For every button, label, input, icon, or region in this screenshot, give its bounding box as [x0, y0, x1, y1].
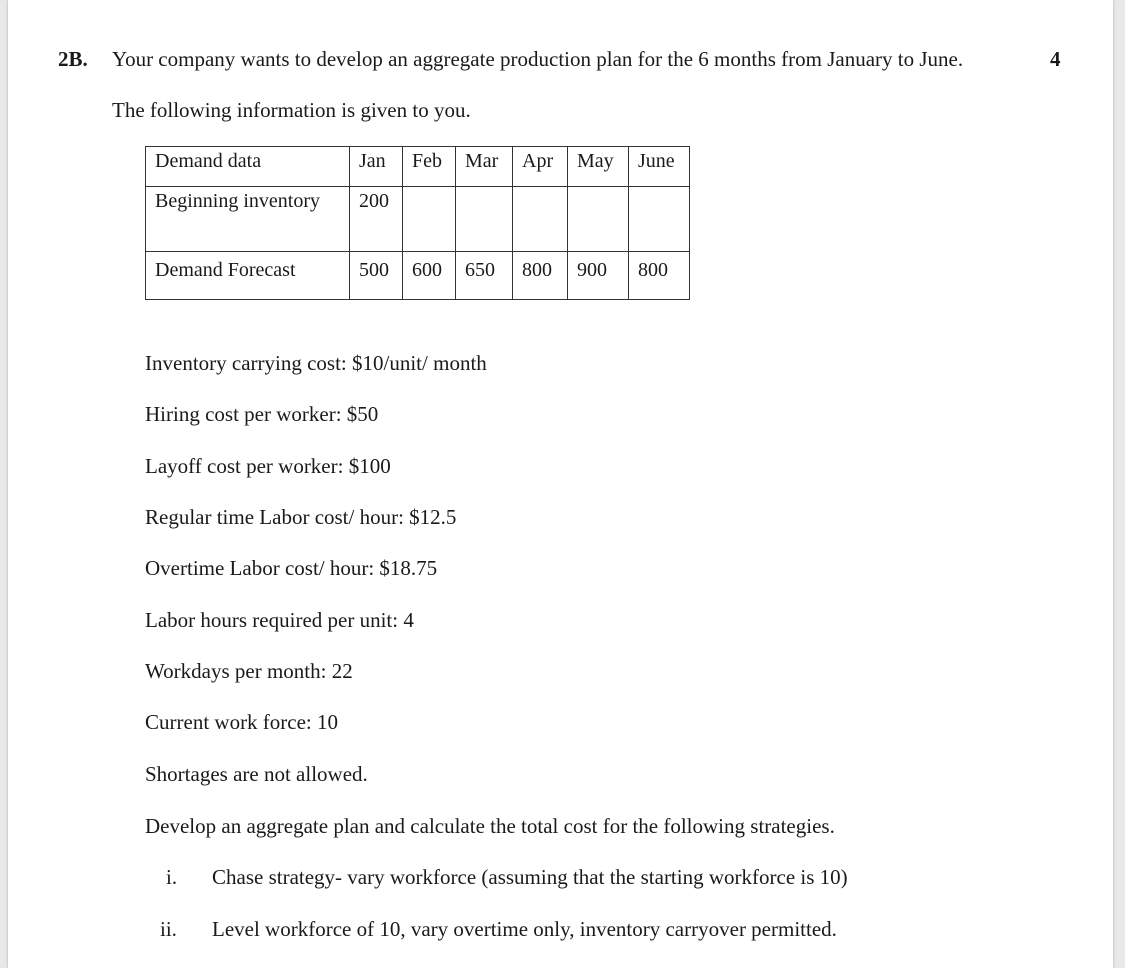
- question-intro: The following information is given to you.: [112, 98, 471, 122]
- cell-june: [629, 187, 690, 252]
- question-number: 2B.: [58, 47, 88, 71]
- header-cell-label: Demand data: [146, 147, 350, 187]
- cell-may: 900: [568, 252, 629, 300]
- cell-feb: [403, 187, 456, 252]
- header-cell-mar: Mar: [456, 147, 513, 187]
- demand-table: [145, 146, 690, 300]
- table-header-row: [146, 147, 690, 187]
- info-overtime-labor-cost: Overtime Labor cost/ hour: $18.75: [145, 556, 438, 580]
- strategy-numeral-2: ii.: [160, 917, 177, 941]
- cell-june: 800: [629, 252, 690, 300]
- cell-feb: 600: [403, 252, 456, 300]
- header-cell-jan: Jan: [350, 147, 403, 187]
- table-row-demand-forecast: [146, 252, 690, 300]
- info-shortages: Shortages are not allowed.: [145, 762, 368, 786]
- info-instructions: Develop an aggregate plan and calculate the total cost for the following strategies.: [145, 814, 835, 838]
- row-label: Demand Forecast: [146, 252, 350, 300]
- cell-mar: [456, 187, 513, 252]
- info-inventory-carrying-cost: Inventory carrying cost: $10/unit/ month: [145, 351, 487, 375]
- header-cell-june: June: [629, 147, 690, 187]
- header-cell-apr: Apr: [513, 147, 568, 187]
- strategy-text-1: Chase strategy- vary workforce (assuming that the starting workforce is 10): [212, 865, 848, 889]
- cell-jan: 200: [350, 187, 403, 252]
- document-page: [8, 0, 1113, 968]
- info-labor-hours-per-unit: Labor hours required per unit: 4: [145, 608, 414, 632]
- cell-jan: 500: [350, 252, 403, 300]
- question-marks: 4: [1050, 47, 1061, 71]
- cell-apr: 800: [513, 252, 568, 300]
- question-text: Your company wants to develop an aggregate production plan for the 6 months from January to June.: [112, 47, 964, 71]
- header-cell-may: May: [568, 147, 629, 187]
- cell-may: [568, 187, 629, 252]
- info-current-workforce: Current work force: 10: [145, 710, 339, 734]
- cell-mar: 650: [456, 252, 513, 300]
- info-workdays-per-month: Workdays per month: 22: [145, 659, 353, 683]
- strategy-numeral-1: i.: [166, 865, 178, 889]
- info-layoff-cost: Layoff cost per worker: $100: [145, 454, 391, 478]
- info-hiring-cost: Hiring cost per worker: $50: [145, 402, 379, 426]
- row-label: Beginning inventory: [146, 187, 350, 252]
- table-row-beginning-inventory: [146, 187, 690, 252]
- strategy-text-2: Level workforce of 10, vary overtime only, inventory carryover permitted.: [212, 917, 837, 941]
- info-regular-labor-cost: Regular time Labor cost/ hour: $12.5: [145, 505, 457, 529]
- header-cell-feb: Feb: [403, 147, 456, 187]
- cell-apr: [513, 187, 568, 252]
